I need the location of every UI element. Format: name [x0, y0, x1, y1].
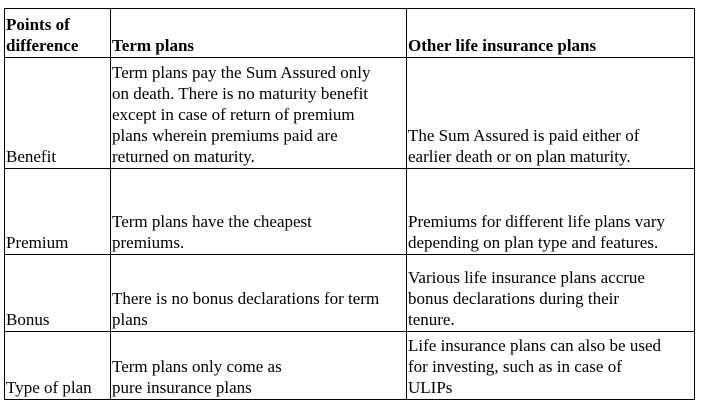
- point-cell: Benefit: [5, 58, 111, 169]
- term-cell: Term plans have the cheapest premiums.: [111, 169, 407, 255]
- point-cell: Bonus: [5, 255, 111, 332]
- other-cell: Premiums for different life plans vary depending on plan type and features.: [407, 169, 695, 255]
- other-cell: Life insurance plans can also be used for investing, such as in case of ULIPs: [407, 332, 695, 400]
- point-cell: Type of plan: [5, 332, 111, 400]
- table-row: [5, 332, 695, 400]
- comparison-table: [4, 8, 695, 400]
- header-points-of-difference: Points of difference: [5, 9, 111, 58]
- table-row: [5, 58, 695, 169]
- table-row: [5, 169, 695, 255]
- header-term-plans: Term plans: [111, 9, 407, 58]
- table-row: [5, 255, 695, 332]
- term-cell: Term plans only come as pure insurance plans: [111, 332, 407, 400]
- term-cell: There is no bonus declarations for term plans: [111, 255, 407, 332]
- point-cell: Premium: [5, 169, 111, 255]
- table-header-row: [5, 9, 695, 58]
- header-other-plans: Other life insurance plans: [407, 9, 695, 58]
- other-cell: Various life insurance plans accrue bonus declarations during their tenure.: [407, 255, 695, 332]
- term-cell: Term plans pay the Sum Assured only on death. There is no maturity benefit except in case of return of premium plans wherein premiums paid are returned on maturity.: [111, 58, 407, 169]
- other-cell: The Sum Assured is paid either of earlier death or on plan maturity.: [407, 58, 695, 169]
